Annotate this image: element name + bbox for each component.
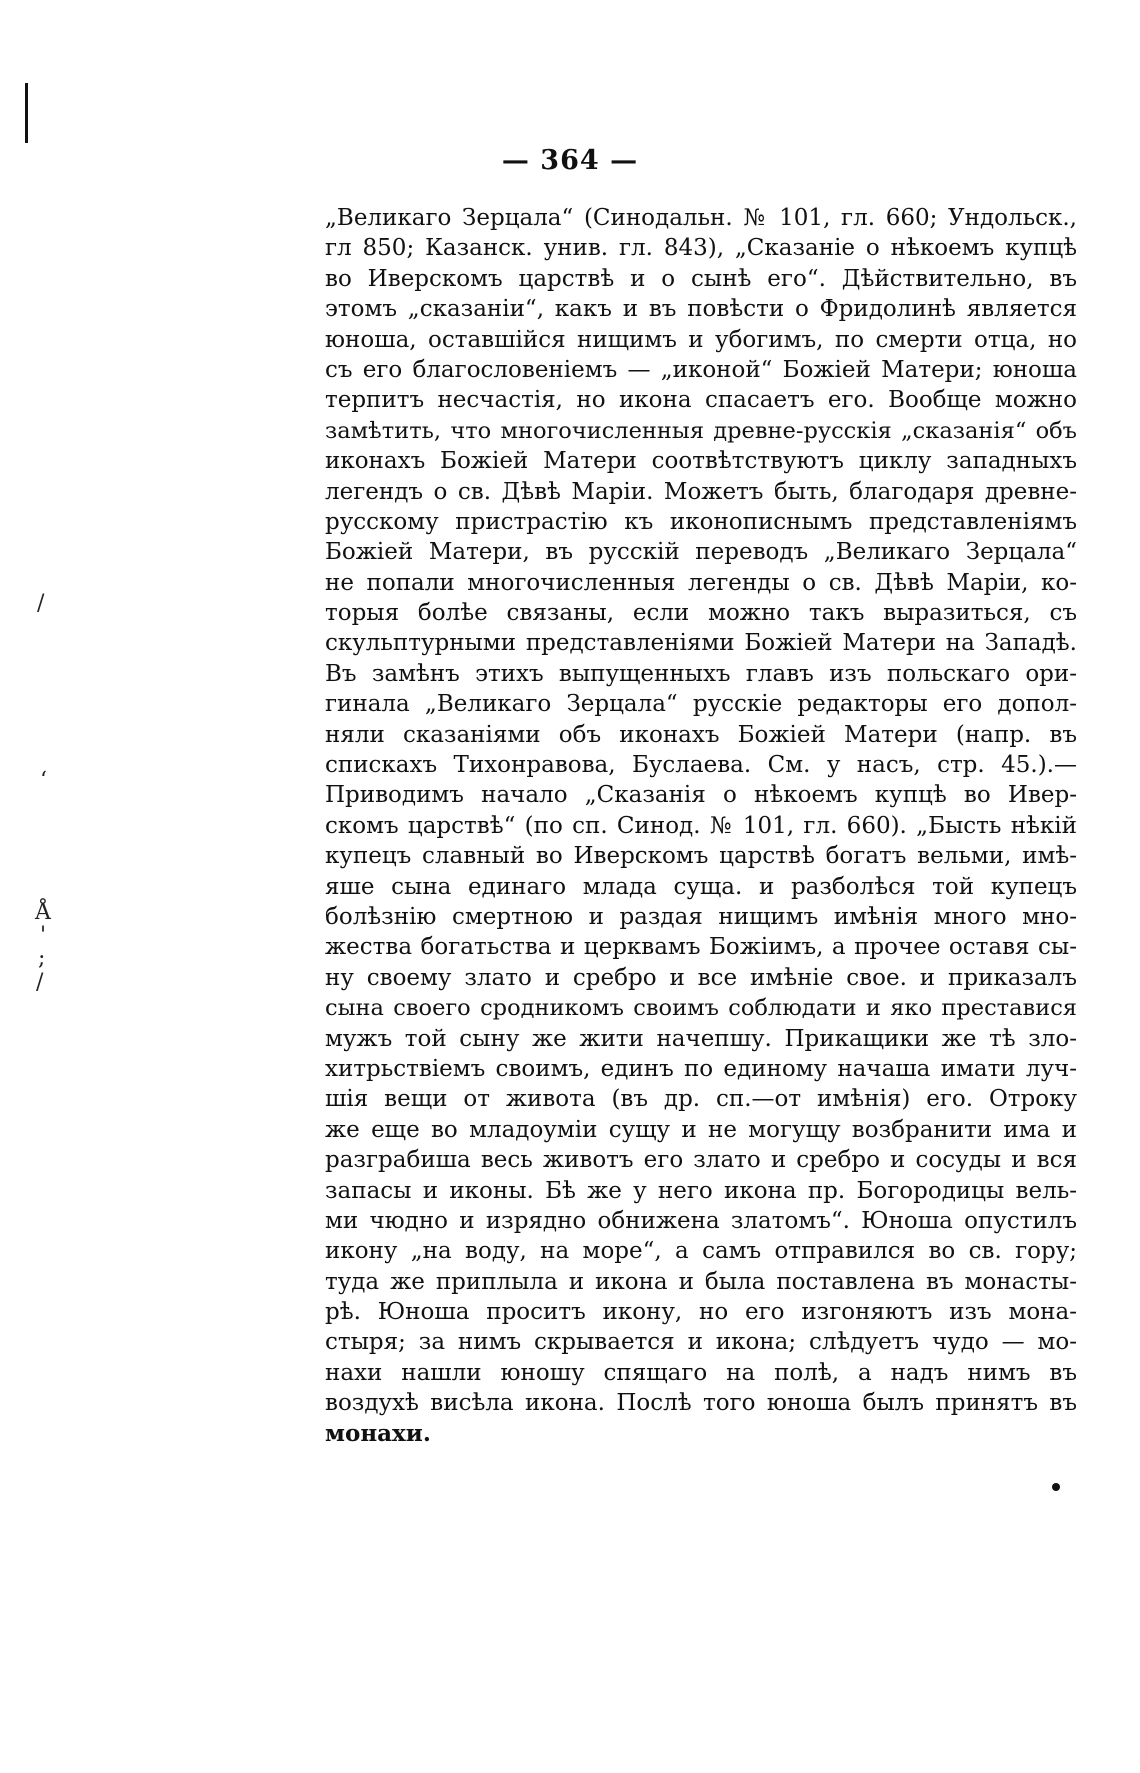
text-line: гинала „Великаго Зерцала“ русскіе редакторы его допол- [325,691,1077,718]
text-line: скульптурными представленіями Божіей Матери на Западѣ. [325,630,1077,657]
margin-mark: / [37,591,45,616]
text-line: мужъ той сыну же жити начепшу. Прикащики же тѣ зло- [325,1025,1077,1052]
text-line: няли сказаніями объ иконахъ Божіей Матери (напр. въ [325,721,1077,748]
text-line-final: монахи. [325,1419,431,1447]
margin-mark: Å [35,900,51,925]
text-line: болѣзнію смертною и раздая нищимъ имѣнія много мно- [325,903,1077,930]
text-line: ну своему злато и сребро и все имѣніе свое. и приказалъ [325,964,1077,991]
text-line: юноша, оставшійся нищимъ и убогимъ, по смерти отца, но [325,326,1077,353]
text-line: икону „на воду, на море“, а самъ отправился во св. гору; [325,1238,1077,1265]
text-line: жества богатьства и церквамъ Божіимъ, а прочее оставя сы- [325,934,1077,961]
text-line: купецъ славный во Иверскомъ царствѣ богатъ вельми, имѣ- [325,843,1077,870]
text-line: иконахъ Божіей Матери соотвѣтствуютъ циклу западныхъ [325,448,1077,475]
text-line: во Иверскомъ царствѣ и о сынѣ его“. Дѣйствительно, въ [325,265,1077,292]
text-line: легендъ о св. Дѣвѣ Маріи. Можетъ быть, благодаря древне- [325,478,1077,505]
text-line: Божіей Матери, въ русскій переводъ „Великаго Зерцала“ [325,539,1077,566]
text-line: Въ замѣнъ этихъ выпущенныхъ главъ изъ польскаго ори- [325,660,1077,687]
text-line: же еще во младоуміи сущу и не могущу возбранити има и [325,1116,1077,1143]
margin-mark: ' [40,923,47,948]
text-line: гл 850; Казанск. унив. гл. 843), „Сказаніе о нѣкоемъ купцѣ [325,235,1077,262]
margin-mark: ; [38,946,46,971]
text-line: ми чюдно и изрядно обнижена златомъ“. Юноша опустилъ [325,1207,1077,1234]
text-line: воздухѣ висѣла икона. Послѣ того юноша былъ принятъ въ [325,1390,1077,1417]
text-line: русскому пристрастію къ иконописнымъ представленіямъ [325,508,1077,535]
text-line: туда же приплыла и икона и была поставлена въ монасты- [325,1268,1077,1295]
text-line: Приводимъ начало „Сказанія о нѣкоемъ купцѣ во Ивер- [325,782,1077,809]
text-line: шія вещи от живота (въ др. сп.—от имѣнія) его. Отроку [325,1086,1077,1113]
text-line: торыя болѣе связаны, если можно такъ выразиться, съ [325,600,1077,627]
text-line: рѣ. Юноша проситъ икону, но его изгоняютъ изъ мона- [325,1299,1077,1326]
ink-dot [1052,1483,1060,1491]
text-line: хитрьствіемъ своимъ, единъ по единому начаша имати луч- [325,1055,1077,1082]
text-line: разграбиша весь животъ его злато и сребро и сосуды и вся [325,1147,1077,1174]
margin-mark: / [36,970,44,995]
text-line: сына своего сродникомъ своимъ соблюдати и яко преставися [325,995,1077,1022]
margin-mark: ‘ [40,768,47,793]
body-text [325,203,1077,1449]
text-line: спискахъ Тихонравова, Буслаева. См. у насъ, стр. 45.).— [325,752,1077,779]
text-line: нахи нашли юношу спящаго на полѣ, а надъ нимъ въ [325,1359,1077,1386]
text-line: яше сына единаго млада суща. и разболѣся той купецъ [325,873,1077,900]
text-line: не попали многочисленныя легенды о св. Дѣвѣ Маріи, ко- [325,569,1077,596]
text-line: запасы и иконы. Бѣ же у него икона пр. Богородицы вель- [325,1177,1077,1204]
page-number: — 364 — [501,145,639,176]
text-line: замѣтить, что многочисленныя древне-русскія „сказанія“ объ [325,417,1077,444]
text-line: терпитъ несчастія, но икона спасаетъ его. Вообще можно [325,387,1077,414]
text-line: скомъ царствѣ“ (по сп. Синод. № 101, гл. 660). „Бысть нѣкій [325,812,1077,839]
text-line: этомъ „сказаніи“, какъ и въ повѣсти о Фридолинѣ является [325,296,1077,323]
text-line: съ его благословеніемъ — „иконой“ Божіей Матери; юноша [325,356,1077,383]
text-line: стыря; за нимъ скрывается и икона; слѣдуетъ чудо — мо- [325,1329,1077,1356]
left-edge-mark [25,83,28,143]
text-line: „Великаго Зерцала“ (Синодальн. № 101, гл. 660; Ундольск., [325,205,1077,231]
